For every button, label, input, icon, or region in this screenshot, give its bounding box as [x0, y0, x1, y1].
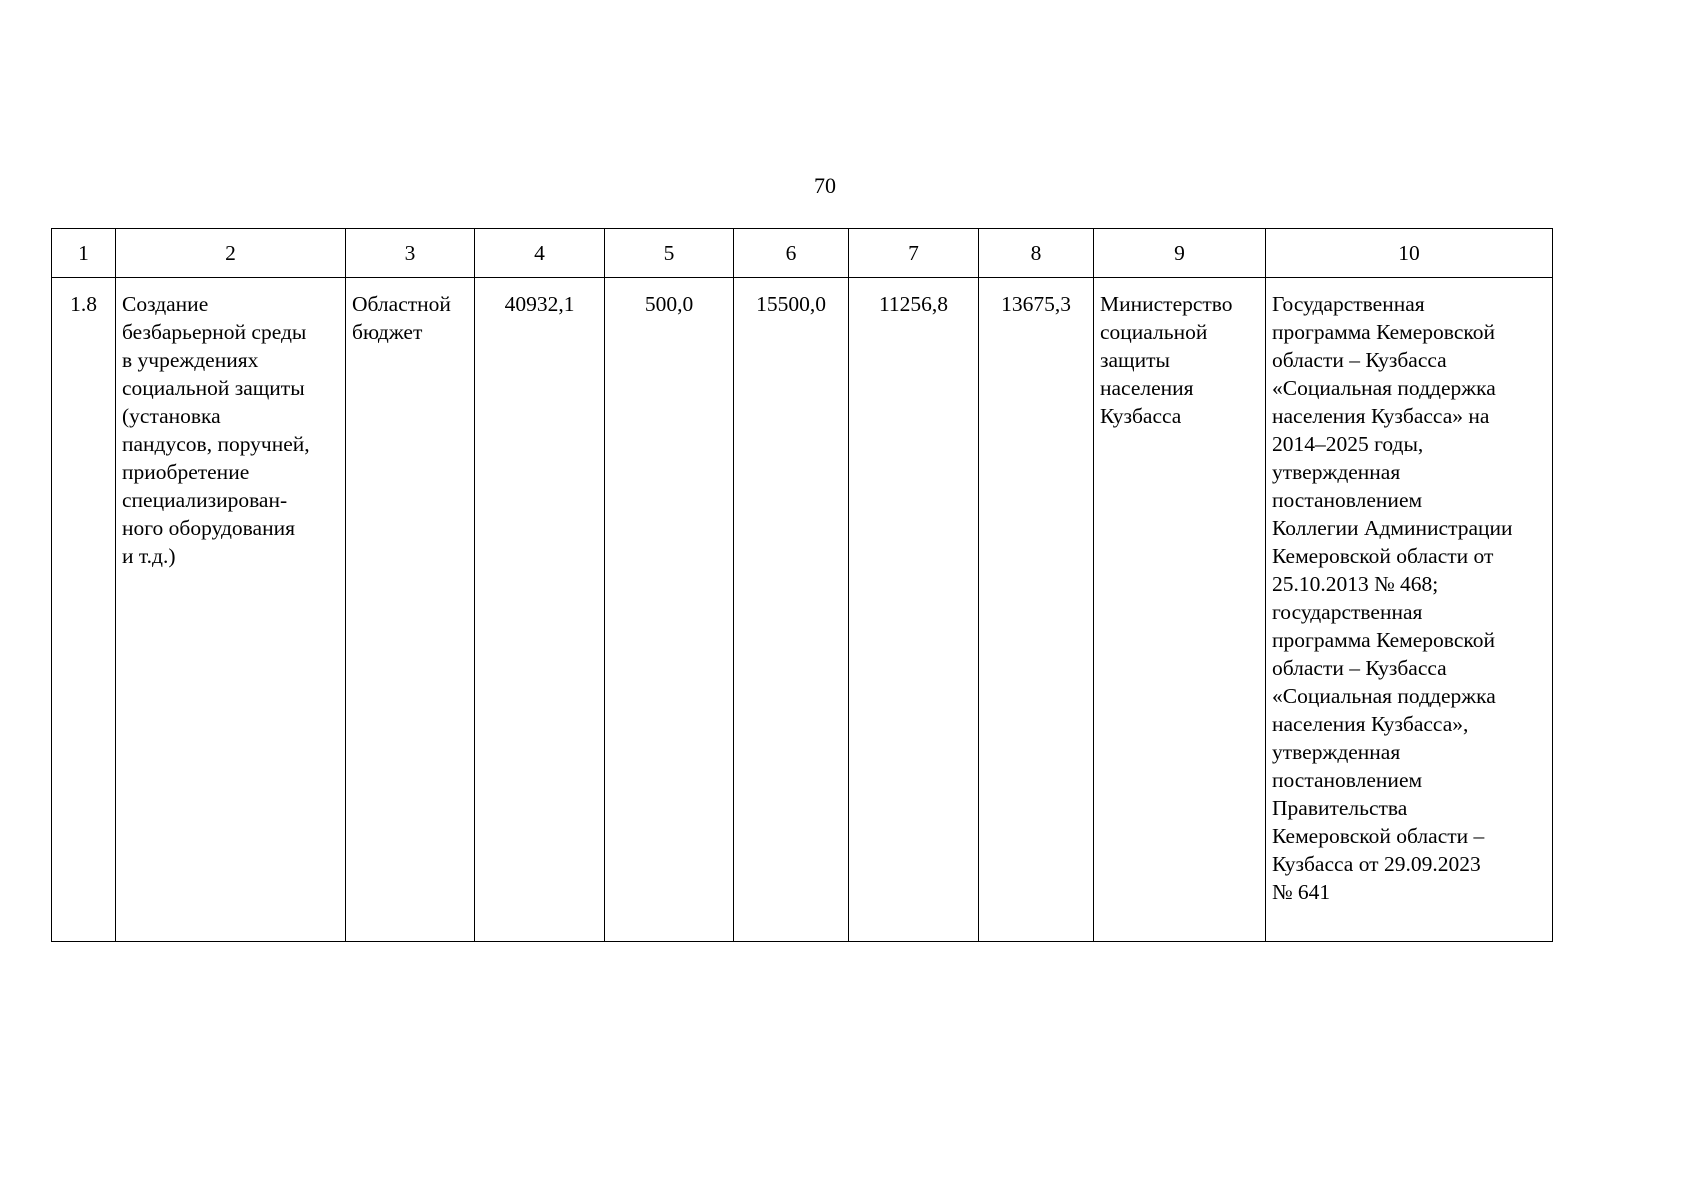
text-line: защиты [1100, 348, 1170, 372]
text-line: социальной защиты [122, 376, 305, 400]
text-line: 2014–2025 годы, [1272, 432, 1424, 456]
amount-col-8: 13675,3 [1001, 292, 1071, 316]
text-line: пандусов, поручней, [122, 432, 310, 456]
text-line: безбарьерной среды [122, 320, 307, 344]
text-line: Министерство [1100, 292, 1233, 316]
text-line: специализирован- [122, 488, 288, 512]
amount-col-5: 500,0 [644, 292, 694, 316]
column-header: 4 [475, 229, 605, 278]
header-row [52, 229, 1553, 278]
text-line: населения Кузбасса», [1272, 712, 1469, 736]
text-line: ного оборудования [122, 516, 295, 540]
text-line: 25.10.2013 № 468; [1272, 572, 1439, 596]
text-line: населения [1100, 376, 1194, 400]
text-line: № 641 [1272, 880, 1331, 904]
funding-source-cell [346, 278, 475, 942]
text-line: Коллегии Администрации [1272, 516, 1513, 540]
amount-cell-5 [605, 278, 734, 942]
text-line: утвержденная [1272, 740, 1401, 764]
amount-cell-7 [849, 278, 979, 942]
column-header: 1 [52, 229, 116, 278]
column-header: 10 [1266, 229, 1553, 278]
text-line: «Социальная поддержка [1272, 684, 1496, 708]
text-line: программа Кемеровской [1272, 320, 1495, 344]
amount-cell-8 [979, 278, 1094, 942]
text-line: и т.д.) [122, 544, 176, 568]
column-header: 7 [849, 229, 979, 278]
text-line: бюджет [352, 320, 423, 344]
text-line: Областной [352, 292, 451, 316]
legal-basis [1266, 278, 1552, 906]
text-line: программа Кемеровской [1272, 628, 1495, 652]
total-amount: 40932,1 [504, 292, 575, 316]
measure-name [116, 278, 345, 570]
text-line: постановлением [1272, 768, 1423, 792]
text-line: населения Кузбасса» на [1272, 404, 1490, 428]
text-line: Кемеровской области – [1272, 824, 1485, 848]
legal-basis-cell [1266, 278, 1553, 942]
row-number: 1.8 [70, 292, 97, 316]
column-header: 2 [116, 229, 346, 278]
amount-cell-6 [734, 278, 849, 942]
text-line: постановлением [1272, 488, 1423, 512]
column-header: 9 [1094, 229, 1266, 278]
text-line: (установка [122, 404, 221, 428]
text-line: Кемеровской области от [1272, 544, 1494, 568]
text-line: Кузбасса от 29.09.2023 [1272, 852, 1481, 876]
column-header: 6 [734, 229, 849, 278]
text-line: приобретение [122, 460, 250, 484]
amount-col-6: 15500,0 [756, 292, 826, 316]
program-table [51, 228, 1553, 942]
text-line: Кузбасса [1100, 404, 1182, 428]
text-line: области – Кузбасса [1272, 656, 1447, 680]
text-line: социальной [1100, 320, 1208, 344]
total-amount-cell [475, 278, 605, 942]
amount-col-7: 11256,8 [878, 292, 949, 316]
page-number: 70 [814, 173, 836, 198]
text-line: Создание [122, 292, 209, 316]
text-line: «Социальная поддержка [1272, 376, 1496, 400]
column-header: 5 [605, 229, 734, 278]
table-row [52, 278, 1553, 942]
executor [1094, 278, 1265, 430]
column-header: 8 [979, 229, 1094, 278]
text-line: утвержденная [1272, 460, 1401, 484]
row-number-cell [52, 278, 116, 942]
measure-name-cell [116, 278, 346, 942]
text-line: в учреждениях [122, 348, 259, 372]
text-line: области – Кузбасса [1272, 348, 1447, 372]
funding-source [346, 278, 474, 346]
text-line: Государственная [1272, 292, 1425, 316]
executor-cell [1094, 278, 1266, 942]
column-header: 3 [346, 229, 475, 278]
text-line: государственная [1272, 600, 1423, 624]
text-line: Правительства [1272, 796, 1408, 820]
